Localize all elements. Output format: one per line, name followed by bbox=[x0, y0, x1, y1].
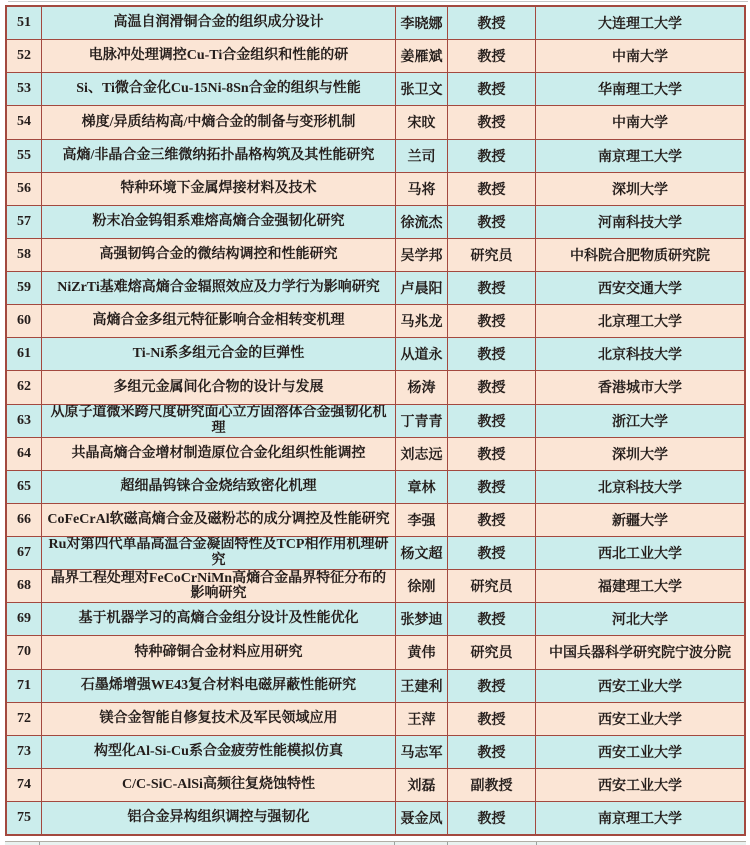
table-row bbox=[7, 536, 744, 569]
project-title-cell: 高温自润滑铜合金的组织成分设计 bbox=[41, 7, 395, 39]
table-row bbox=[7, 72, 744, 105]
table-row bbox=[7, 801, 744, 834]
university-cell: 新疆大学 bbox=[535, 504, 744, 536]
row-number-cell: 68 bbox=[17, 578, 31, 594]
university-cell: 南京理工大学 bbox=[535, 802, 744, 834]
project-title-cell: 基于机器学习的高熵合金组分设计及性能优化 bbox=[41, 603, 395, 635]
project-title-cell: 特种环境下金属焊接材料及技术 bbox=[41, 173, 395, 205]
rank-cell: 教授 bbox=[447, 272, 535, 304]
row-number-cell: 63 bbox=[17, 412, 31, 428]
person-name-cell: 马志军 bbox=[395, 736, 447, 768]
table-row bbox=[7, 370, 744, 403]
table-row bbox=[7, 735, 744, 768]
project-title-cell: 超细晶钨铼合金烧结致密化机理 bbox=[41, 471, 395, 503]
project-title-cell: 构型化Al-Si-Cu系合金疲劳性能模拟仿真 bbox=[41, 736, 395, 768]
project-title-cell: 高强韧钨合金的微结构调控和性能研究 bbox=[41, 239, 395, 271]
rank-cell: 教授 bbox=[447, 537, 535, 569]
project-title-cell: 梯度/异质结构高/中熵合金的制备与变形机制 bbox=[41, 106, 395, 138]
rank-cell: 教授 bbox=[447, 703, 535, 735]
rank-cell: 教授 bbox=[447, 305, 535, 337]
table-row bbox=[7, 337, 744, 370]
university-cell: 深圳大学 bbox=[535, 173, 744, 205]
table-row bbox=[7, 205, 744, 238]
project-title-cell: Ti-Ni系多组元合金的巨弹性 bbox=[41, 338, 395, 370]
rank-cell: 教授 bbox=[447, 338, 535, 370]
person-name-cell: 黄伟 bbox=[395, 636, 447, 668]
university-cell: 西安工业大学 bbox=[535, 670, 744, 702]
row-number-cell: 64 bbox=[17, 445, 31, 461]
rank-cell: 研究员 bbox=[447, 636, 535, 668]
row-number-cell: 65 bbox=[17, 478, 31, 494]
project-title-cell: 多组元金属间化合物的设计与发展 bbox=[41, 371, 395, 403]
rank-cell: 研究员 bbox=[447, 570, 535, 602]
rank-cell: 副教授 bbox=[447, 769, 535, 801]
rank-cell: 教授 bbox=[447, 140, 535, 172]
person-name-cell: 聂金凤 bbox=[395, 802, 447, 834]
rank-cell: 教授 bbox=[447, 371, 535, 403]
project-title-cell: 电脉冲处理调控Cu-Ti合金组织和性能的研 bbox=[41, 40, 395, 72]
table-row bbox=[7, 470, 744, 503]
rank-cell: 教授 bbox=[447, 438, 535, 470]
rank-cell: 教授 bbox=[447, 670, 535, 702]
row-number-cell: 66 bbox=[17, 511, 31, 527]
table-row bbox=[7, 238, 744, 271]
row-number-cell: 51 bbox=[17, 15, 31, 31]
rank-cell: 教授 bbox=[447, 802, 535, 834]
person-name-cell: 丁青青 bbox=[395, 405, 447, 437]
university-cell: 中南大学 bbox=[535, 106, 744, 138]
rank-cell: 研究员 bbox=[447, 239, 535, 271]
person-name-cell: 卢晨阳 bbox=[395, 272, 447, 304]
row-number-cell: 52 bbox=[17, 48, 31, 64]
university-cell: 浙江大学 bbox=[535, 405, 744, 437]
row-number-cell: 55 bbox=[17, 147, 31, 163]
person-name-cell: 徐流杰 bbox=[395, 206, 447, 238]
rank-cell: 教授 bbox=[447, 471, 535, 503]
project-title-cell: 镁合金智能自修复技术及军民领域应用 bbox=[41, 703, 395, 735]
person-name-cell: 李强 bbox=[395, 504, 447, 536]
table-row bbox=[7, 669, 744, 702]
university-cell: 香港城市大学 bbox=[535, 371, 744, 403]
project-title-cell: 共晶高熵合金增材制造原位合金化组织性能调控 bbox=[41, 438, 395, 470]
rank-cell: 教授 bbox=[447, 504, 535, 536]
person-name-cell: 张卫文 bbox=[395, 73, 447, 105]
row-number-cell: 69 bbox=[17, 611, 31, 627]
research-projects-table bbox=[5, 5, 746, 836]
project-title-cell: NiZrTi基难熔高熵合金辐照效应及力学行为影响研究 bbox=[41, 272, 395, 304]
project-title-cell: 粉末冶金钨钼系难熔高熵合金强韧化研究 bbox=[41, 206, 395, 238]
project-title-cell: CoFeCrAl软磁高熵合金及磁粉芯的成分调控及性能研究 bbox=[41, 504, 395, 536]
row-number-cell: 62 bbox=[17, 379, 31, 395]
university-cell: 中南大学 bbox=[535, 40, 744, 72]
person-name-cell: 兰司 bbox=[395, 140, 447, 172]
university-cell: 南京理工大学 bbox=[535, 140, 744, 172]
person-name-cell: 张梦迪 bbox=[395, 603, 447, 635]
project-title-cell: 晶界工程处理对FeCoCrNiMn高熵合金晶界特征分布的影响研究 bbox=[41, 570, 395, 602]
row-number-cell: 59 bbox=[17, 280, 31, 296]
row-number-cell: 73 bbox=[17, 743, 31, 759]
row-number-cell: 61 bbox=[17, 346, 31, 362]
table-row bbox=[7, 39, 744, 72]
row-number-cell: 58 bbox=[17, 246, 31, 262]
table-row bbox=[7, 404, 744, 437]
previous-row-edge bbox=[8, 1, 748, 2]
row-number-cell: 72 bbox=[17, 710, 31, 726]
university-cell: 西安交通大学 bbox=[535, 272, 744, 304]
next-row-edge bbox=[5, 841, 746, 845]
table-row bbox=[7, 702, 744, 735]
university-cell: 北京科技大学 bbox=[535, 471, 744, 503]
row-number-cell: 71 bbox=[17, 677, 31, 693]
row-number-cell: 74 bbox=[17, 776, 31, 792]
university-cell: 河南科技大学 bbox=[535, 206, 744, 238]
table-row bbox=[7, 105, 744, 138]
project-title-cell: 从原子道微米跨尺度研究面心立方固溶体合金强韧化机理 bbox=[41, 405, 395, 437]
university-cell: 西安工业大学 bbox=[535, 736, 744, 768]
table-row bbox=[7, 172, 744, 205]
project-title-cell: C/C-SiC-AlSi高频往复烧蚀特性 bbox=[41, 769, 395, 801]
project-title-cell: Si、Ti微合金化Cu-15Ni-8Sn合金的组织与性能 bbox=[41, 73, 395, 105]
rank-cell: 教授 bbox=[447, 173, 535, 205]
row-number-cell: 60 bbox=[17, 313, 31, 329]
person-name-cell: 马兆龙 bbox=[395, 305, 447, 337]
table-row bbox=[7, 768, 744, 801]
university-cell: 中国兵器科学研究院宁波分院 bbox=[535, 636, 744, 668]
university-cell: 北京理工大学 bbox=[535, 305, 744, 337]
row-number-cell: 53 bbox=[17, 81, 31, 97]
project-title-cell: 特种碲铜合金材料应用研究 bbox=[41, 636, 395, 668]
project-title-cell: Ru对第四代单晶高温合金凝固特性及TCP相作用机理研究 bbox=[41, 537, 395, 569]
table-row bbox=[7, 271, 744, 304]
person-name-cell: 杨涛 bbox=[395, 371, 447, 403]
person-name-cell: 刘志远 bbox=[395, 438, 447, 470]
rank-cell: 教授 bbox=[447, 405, 535, 437]
rank-cell: 教授 bbox=[447, 106, 535, 138]
rank-cell: 教授 bbox=[447, 206, 535, 238]
person-name-cell: 杨文超 bbox=[395, 537, 447, 569]
person-name-cell: 宋旼 bbox=[395, 106, 447, 138]
person-name-cell: 从道永 bbox=[395, 338, 447, 370]
table-row bbox=[7, 635, 744, 668]
row-number-cell: 54 bbox=[17, 114, 31, 130]
table-row bbox=[7, 139, 744, 172]
university-cell: 西安工业大学 bbox=[535, 703, 744, 735]
person-name-cell: 王萍 bbox=[395, 703, 447, 735]
university-cell: 大连理工大学 bbox=[535, 7, 744, 39]
rank-cell: 教授 bbox=[447, 736, 535, 768]
person-name-cell: 王建利 bbox=[395, 670, 447, 702]
project-title-cell: 石墨烯增强WE43复合材料电磁屏蔽性能研究 bbox=[41, 670, 395, 702]
row-number-cell: 75 bbox=[17, 810, 31, 826]
person-name-cell: 姜雁斌 bbox=[395, 40, 447, 72]
person-name-cell: 李晓娜 bbox=[395, 7, 447, 39]
university-cell: 西北工业大学 bbox=[535, 537, 744, 569]
person-name-cell: 吴学邦 bbox=[395, 239, 447, 271]
person-name-cell: 马将 bbox=[395, 173, 447, 205]
table-row bbox=[7, 503, 744, 536]
row-number-cell: 70 bbox=[17, 644, 31, 660]
row-number-cell: 67 bbox=[17, 545, 31, 561]
person-name-cell: 徐刚 bbox=[395, 570, 447, 602]
project-title-cell: 高熵/非晶合金三维微纳拓扑晶格构筑及其性能研究 bbox=[41, 140, 395, 172]
rank-cell: 教授 bbox=[447, 73, 535, 105]
university-cell: 福建理工大学 bbox=[535, 570, 744, 602]
university-cell: 北京科技大学 bbox=[535, 338, 744, 370]
university-cell: 华南理工大学 bbox=[535, 73, 744, 105]
university-cell: 西安工业大学 bbox=[535, 769, 744, 801]
person-name-cell: 章林 bbox=[395, 471, 447, 503]
university-cell: 中科院合肥物质研究院 bbox=[535, 239, 744, 271]
university-cell: 河北大学 bbox=[535, 603, 744, 635]
table-row bbox=[7, 602, 744, 635]
rank-cell: 教授 bbox=[447, 603, 535, 635]
table-row bbox=[7, 304, 744, 337]
row-number-cell: 56 bbox=[17, 180, 31, 196]
table-row bbox=[7, 7, 744, 39]
university-cell: 深圳大学 bbox=[535, 438, 744, 470]
project-title-cell: 铝合金异构组织调控与强韧化 bbox=[41, 802, 395, 834]
row-number-cell: 57 bbox=[17, 213, 31, 229]
table-row bbox=[7, 569, 744, 602]
project-title-cell: 高熵合金多组元特征影响合金相转变机理 bbox=[41, 305, 395, 337]
table-row bbox=[7, 437, 744, 470]
rank-cell: 教授 bbox=[447, 40, 535, 72]
person-name-cell: 刘磊 bbox=[395, 769, 447, 801]
rank-cell: 教授 bbox=[447, 7, 535, 39]
